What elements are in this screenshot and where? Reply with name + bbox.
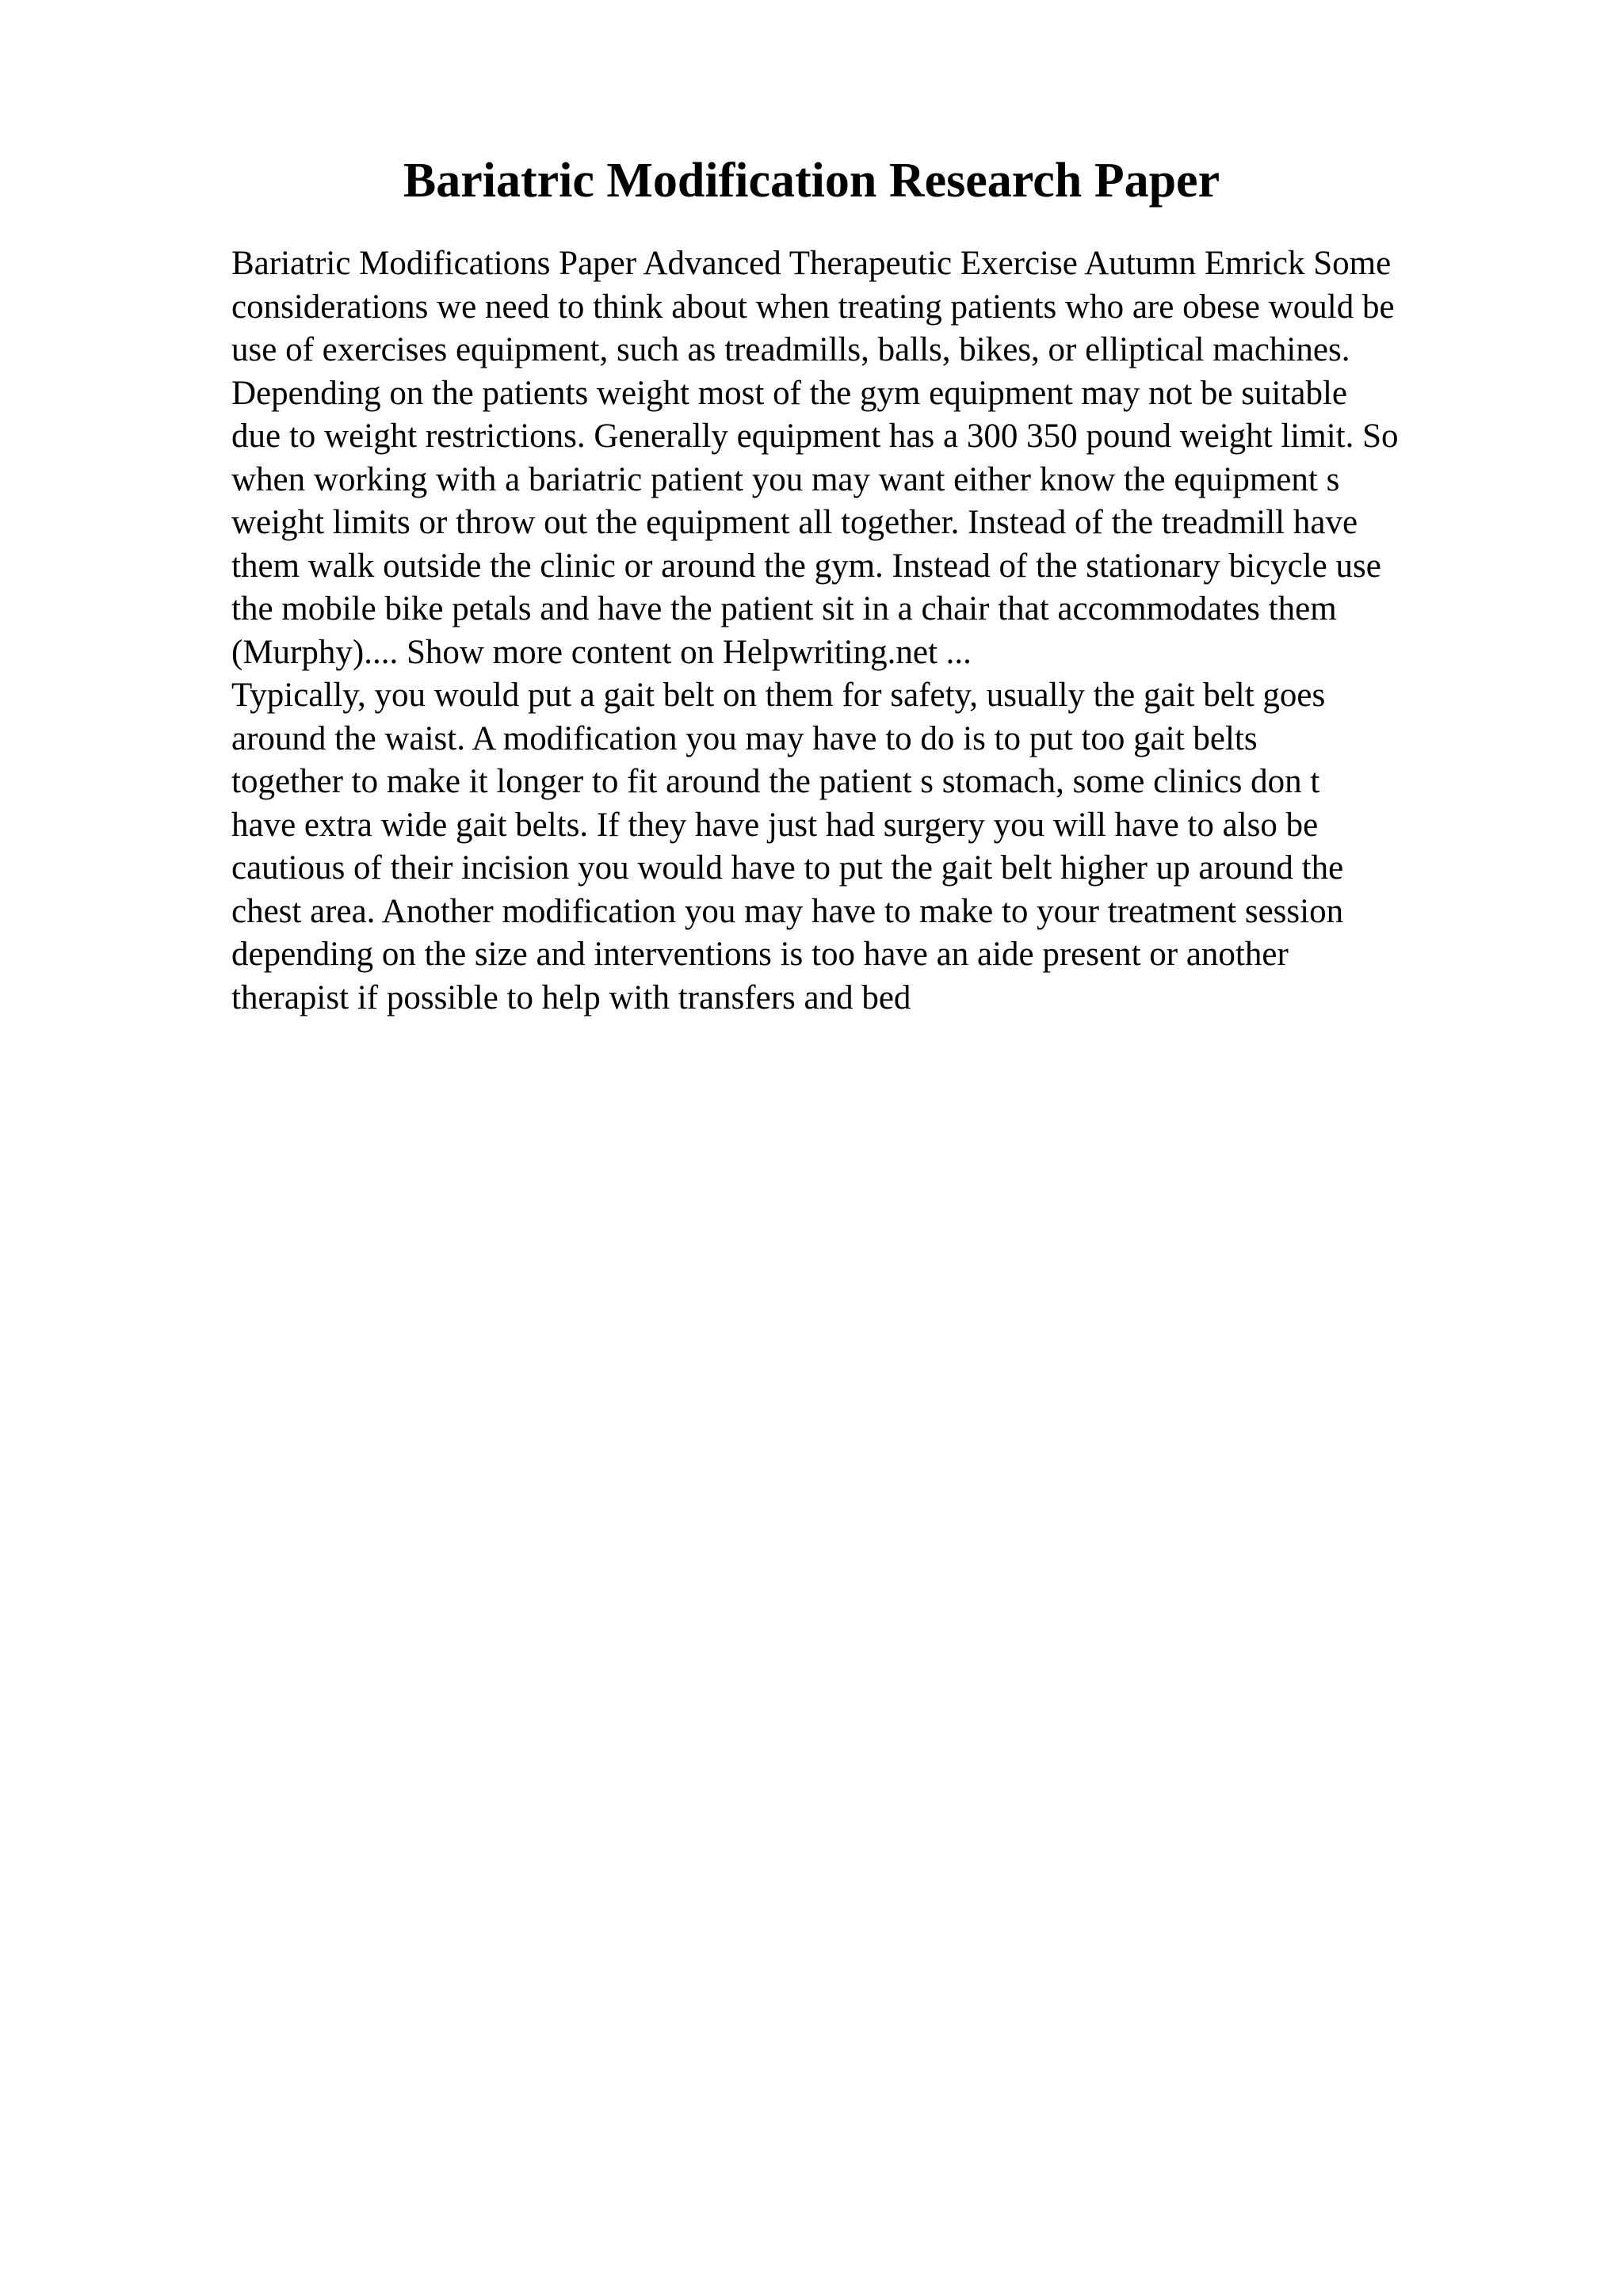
text-line: Depending on the patients weight most of the gym equipment may not be suitable	[231, 374, 1347, 412]
text-line: due to weight restrictions. Generally equipment has a 300 350 pound weight limit. So	[231, 418, 1399, 455]
text-line: chest area. Another modification you may have to make to your treatment session	[231, 892, 1344, 930]
text-line: weight limits or throw out the equipment all together. Instead of the treadmill have	[231, 504, 1358, 541]
text-line: Bariatric Modifications Paper Advanced Therapeutic Exercise Autumn Emrick Some	[231, 245, 1392, 282]
text-line: the mobile bike petals and have the patient sit in a chair that accommodates them	[231, 590, 1337, 627]
text-line: Typically, you would put a gait belt on them for safety, usually the gait belt goes	[231, 677, 1326, 714]
page-title: Bariatric Modification Research Paper	[403, 154, 1220, 208]
text-line: (Murphy).... Show more content on Helpwriting.net ...	[231, 633, 972, 671]
paragraph-intro	[231, 242, 1515, 674]
text-line: therapist if possible to help with transfers and bed	[231, 978, 911, 1016]
document-body	[231, 242, 1515, 1020]
text-line: depending on the size and interventions is too have an aide present or another	[231, 936, 1289, 973]
text-line: considerations we need to think about when treating patients who are obese would be	[231, 288, 1395, 326]
text-line: have extra wide gait belts. If they have just had surgery you will have to also be	[231, 806, 1319, 844]
text-line: cautious of their incision you would have to put the gait belt higher up around the	[231, 849, 1344, 887]
text-line: them walk outside the clinic or around the gym. Instead of the stationary bicycle use	[231, 547, 1381, 585]
paragraph-gait-belt	[231, 674, 1515, 1020]
text-line: use of exercises equipment, such as treadmills, balls, bikes, or elliptical machines.	[231, 331, 1350, 368]
text-line: around the waist. A modification you may have to do is to put too gait belts	[231, 719, 1258, 757]
text-line: when working with a bariatric patient you may want either know the equipment s	[231, 460, 1340, 498]
text-line: together to make it longer to fit around the patient s stomach, some clinics don t	[231, 763, 1320, 800]
